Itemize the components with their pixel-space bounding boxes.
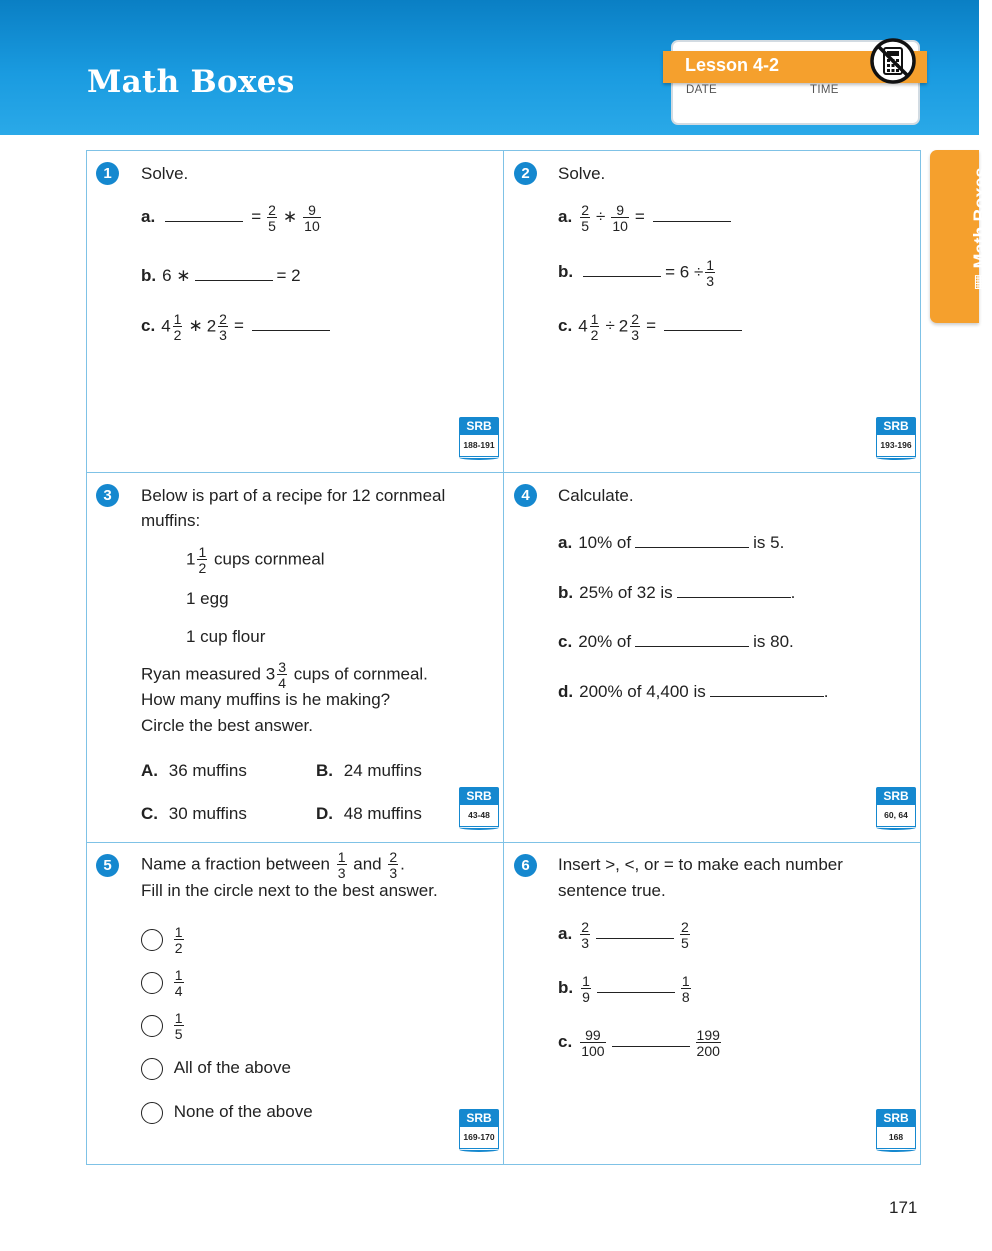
date-label: DATE [686, 84, 718, 96]
radio-circle[interactable] [141, 972, 163, 994]
option-1[interactable]: $\frac{1}{2}$ [141, 925, 186, 955]
problem-c: c. 4 $\frac{1}{2}$ ∗ 2 $\frac{2}{3}$ = [141, 312, 334, 342]
choice-c[interactable]: C. 30 muffins [141, 804, 247, 823]
radio-circle[interactable] [141, 929, 163, 951]
answer-blank[interactable] [664, 313, 742, 331]
ingredient-cornmeal: 1 $\frac{1}{2}$ cups cornmeal [186, 544, 325, 576]
box-prompt: Solve. [141, 164, 189, 183]
ingredient-flour: 1 cup flour [186, 627, 266, 646]
problem-c: c. 4 $\frac{1}{2}$ ÷ 2 $\frac{2}{3}$ = [558, 312, 746, 342]
srb-badge[interactable]: SRB 193-196 [876, 417, 916, 460]
no-calculator-icon [869, 37, 917, 85]
radio-circle[interactable] [141, 1015, 163, 1037]
question-line-2: How many muffins is he making? [141, 690, 391, 709]
answer-blank[interactable] [596, 921, 674, 939]
answer-blank[interactable] [635, 530, 749, 548]
srb-badge[interactable]: SRB 168 [876, 1109, 916, 1152]
answer-blank[interactable] [165, 204, 243, 222]
box-prompt: Insert >, <, or = to make each number [558, 855, 843, 874]
answer-blank[interactable] [597, 975, 675, 993]
box-number: 2 [514, 162, 537, 185]
problem-a: a. 10% of is 5. [558, 530, 784, 553]
grid-icon: ▦ [970, 273, 991, 291]
box-prompt: Name a fraction between $\frac{1}{3}$ and $\frac{2}{3}$ . [141, 849, 405, 881]
problem-a: a. $\frac{2}{3}$ $\frac{2}{5}$ [558, 919, 689, 951]
srb-badge[interactable]: SRB 60, 64 [876, 787, 916, 830]
box-prompt-cont: Fill in the circle next to the best answer. [141, 881, 438, 900]
option-5[interactable]: None of the above [141, 1102, 313, 1124]
ingredient-egg: 1 egg [186, 589, 229, 608]
problem-a: a. = $\frac{2}{5}$ ∗ $\frac{9}{10}$ [141, 202, 320, 234]
side-tab-label: Math Boxes [970, 167, 991, 269]
answer-blank[interactable] [612, 1029, 690, 1047]
choice-b[interactable]: B. 24 muffins [316, 761, 422, 780]
radio-circle[interactable] [141, 1102, 163, 1124]
radio-circle[interactable] [141, 1058, 163, 1080]
box-prompt: Solve. [558, 164, 606, 183]
srb-badge[interactable]: SRB 169-170 [459, 1109, 499, 1152]
box-number: 4 [514, 484, 537, 507]
choice-a[interactable]: A. 36 muffins [141, 761, 247, 780]
srb-badge[interactable]: SRB 188-191 [459, 417, 499, 460]
answer-blank[interactable] [635, 629, 749, 647]
side-tab [930, 150, 991, 323]
answer-blank[interactable] [710, 679, 824, 697]
option-2[interactable]: $\frac{1}{4}$ [141, 968, 186, 998]
box-number: 6 [514, 854, 537, 877]
choice-d[interactable]: D. 48 muffins [316, 804, 422, 823]
srb-badge[interactable]: SRB 43-48 [459, 787, 499, 830]
answer-blank[interactable] [583, 259, 661, 277]
problem-d: d. 200% of 4,400 is . [558, 679, 829, 702]
box-number: 1 [96, 162, 119, 185]
page-number: 171 [889, 1198, 918, 1217]
answer-blank[interactable] [677, 580, 791, 598]
time-label: TIME [810, 84, 839, 96]
answer-blank[interactable] [653, 204, 731, 222]
problem-c: c. $\frac{99}{100}$ $\frac{199}{200}$ [558, 1027, 720, 1059]
problem-b: b. $\frac{1}{9}$ $\frac{1}{8}$ [558, 973, 690, 1005]
problem-c: c. 20% of is 80. [558, 629, 794, 652]
problem-a: a. $\frac{2}{5}$ ÷ $\frac{9}{10}$ = [558, 203, 735, 233]
lesson-label: Lesson 4-2 [685, 55, 780, 75]
question-line-3: Circle the best answer. [141, 716, 313, 735]
problem-b: b. 25% of 32 is . [558, 580, 795, 603]
answer-blank[interactable] [252, 313, 330, 331]
option-3[interactable]: $\frac{1}{5}$ [141, 1011, 186, 1041]
page-title: Math Boxes [87, 64, 295, 100]
problem-b: b. 6 ∗ = 2 [141, 263, 301, 286]
box-prompt-cont: sentence true. [558, 881, 666, 900]
problem-b: b. = 6 ÷ $\frac{1}{3}$ [558, 257, 715, 289]
answer-blank[interactable] [195, 263, 273, 281]
box-number: 5 [96, 854, 119, 877]
box-number: 3 [96, 484, 119, 507]
box-prompt: Below is part of a recipe for 12 cornmeal [141, 486, 446, 505]
box-prompt-cont: muffins: [141, 511, 201, 530]
option-4[interactable]: All of the above [141, 1058, 291, 1080]
question-line-1: Ryan measured 3 $\frac{3}{4}$ cups of cornmeal. [141, 659, 428, 691]
box-prompt: Calculate. [558, 486, 634, 505]
